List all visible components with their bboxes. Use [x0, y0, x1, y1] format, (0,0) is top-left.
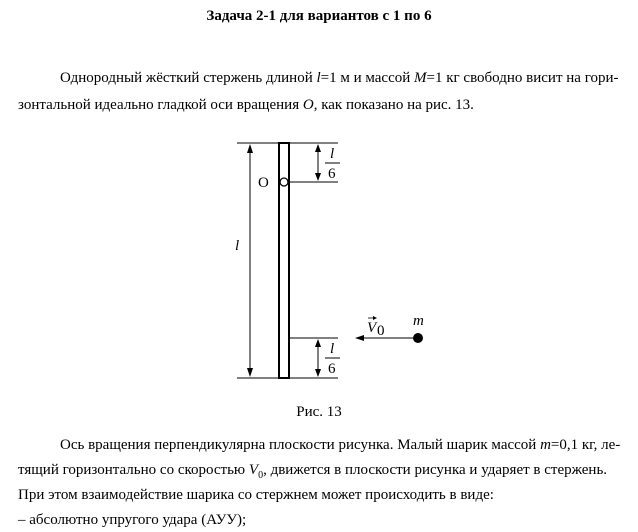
text: =1 м и массой — [320, 70, 415, 86]
velocity-label-subscript: 0 — [377, 323, 385, 339]
paragraph-2-line-2 — [18, 462, 620, 481]
dim-full-label: l — [235, 238, 240, 254]
dim-top-arrowhead-down — [315, 173, 321, 181]
dim-bottom-arrowhead-down — [315, 369, 321, 377]
paragraph-1-line-1 — [18, 70, 638, 87]
problem-title: Задача 2-1 для вариантов с 1 по 6 — [206, 8, 432, 24]
paragraph-1-line-2 — [18, 97, 620, 114]
dim-full-arrowhead-up — [247, 144, 253, 153]
figure-rod-diagram — [0, 130, 638, 390]
symbol-V: V — [248, 462, 259, 478]
text: тящий горизонтально со скоростью — [18, 462, 249, 478]
symbol-m: m — [540, 437, 551, 453]
text: Ось вращения перпендикулярна плоскости рисунка. Малый шарик массой — [60, 437, 541, 453]
symbol-O: O — [302, 97, 314, 113]
symbol-l: l — [316, 70, 321, 86]
text: , как показано на рис. 13. — [313, 97, 474, 113]
text: зонтальной идеально гладкой оси вращения — [18, 97, 303, 113]
dim-bottom-denominator: 6 — [328, 361, 336, 377]
list-item-auu: – абсолютно упругого удара (АУУ); — [18, 512, 247, 528]
dim-top-arrowhead-up — [315, 144, 321, 152]
mass-label: m — [413, 313, 424, 329]
paragraph-2-line-3: При этом взаимодействие шарика со стержнем может происходить в виде: — [18, 487, 494, 503]
velocity-arrowhead — [355, 335, 364, 341]
velocity-label: V — [367, 320, 377, 336]
axis-label-O: O — [258, 175, 269, 191]
dim-top-numerator: l — [330, 146, 335, 162]
paragraph-2-line-1 — [18, 437, 638, 454]
figure-caption: Рис. 13 — [296, 404, 342, 420]
text: =1 кг свободно висит на гори- — [426, 70, 619, 86]
symbol-M: M — [414, 70, 427, 86]
subscript-0: 0 — [258, 470, 264, 481]
dim-bottom-numerator: l — [330, 341, 335, 357]
dim-top-denominator: 6 — [328, 166, 336, 182]
ball — [413, 333, 423, 343]
dim-full-arrowhead-down — [247, 368, 253, 377]
axis-circle — [280, 178, 288, 186]
text: Однородный жёсткий стержень длиной — [60, 70, 317, 86]
text: =0,1 кг, ле- — [550, 437, 621, 453]
dim-bottom-arrowhead-up — [315, 339, 321, 347]
text: , движется в плоскости рисунка и ударяет в стержень. — [263, 462, 608, 478]
